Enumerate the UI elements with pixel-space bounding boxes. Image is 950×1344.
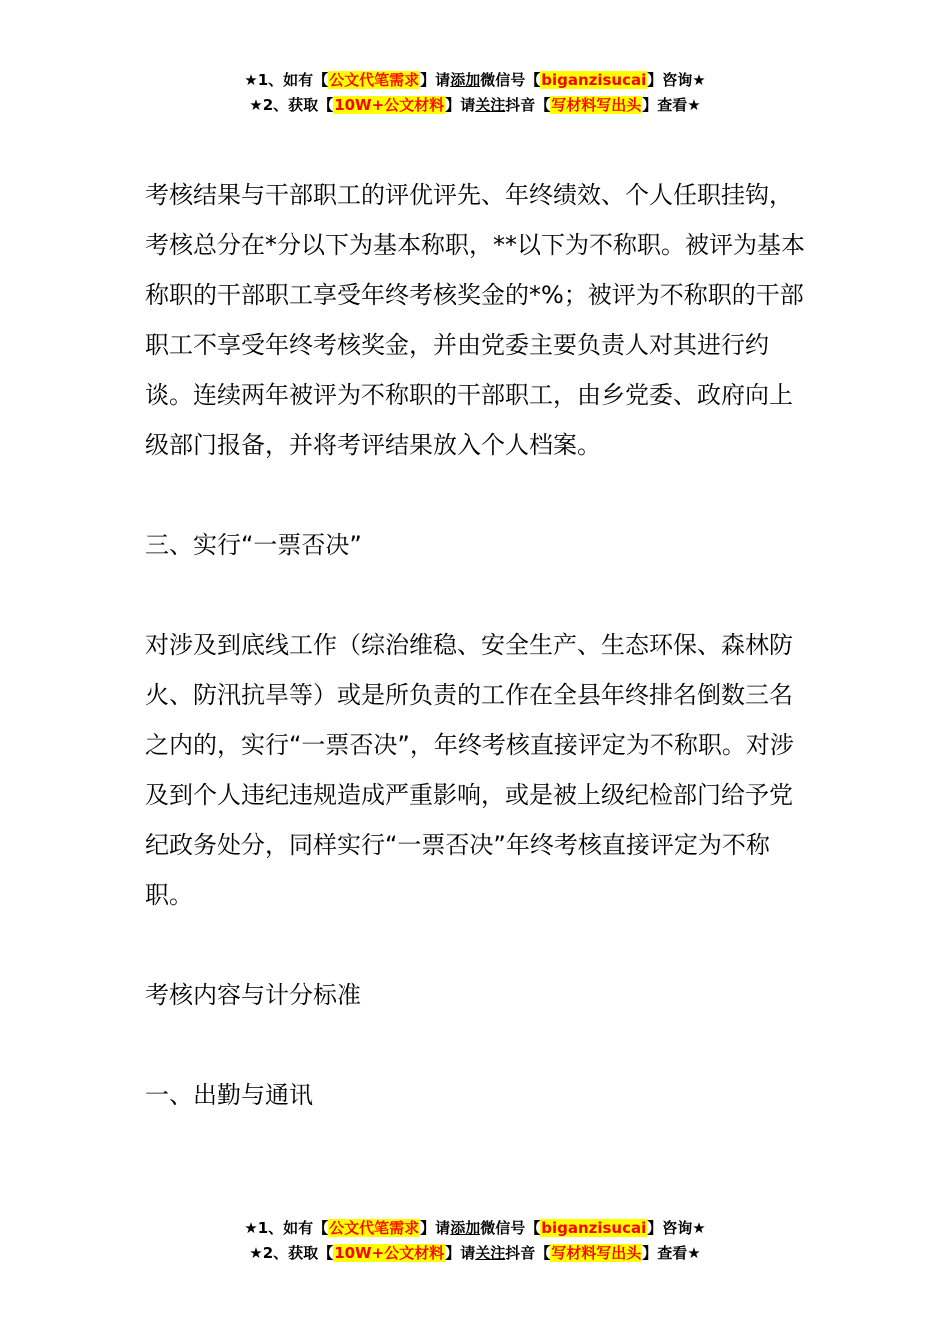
header-banner [0,68,950,118]
banner-highlight: 写材料写出头 [551,1244,642,1262]
banner-underlined: 关注 [475,1244,506,1262]
banner-highlight: 10W+公文材料 [334,96,445,114]
banner-line-1 [0,1216,950,1241]
banner-text: ★2、获取【 [249,96,334,114]
heading-attendance: 一、出勤与通讯 [145,1081,313,1109]
paragraph-one-vote-veto: 对涉及到底线工作（综治维稳、安全生产、生态环保、森林防火、防汛抗旱等）或是所负责的工作在全县年终排名倒数三名之内的，实行“一票否决”，年终考核直接评定为不称职。对涉及到个人违纪违规造成严重影响，或是被上级纪检部门给予党纪政务处分，同样实行“一票否决”年终考核直接评定为不称职。 [145,631,794,909]
banner-text: 抖音【 [505,1244,551,1262]
banner-text: 微信号【 [480,71,541,89]
banner-line-2 [0,93,950,118]
banner-text: 抖音【 [505,96,551,114]
footer-banner [0,1216,950,1266]
banner-underlined: 添加 [450,71,481,89]
banner-text: 微信号【 [480,1219,541,1237]
banner-text: 】查看★ [642,1244,701,1262]
paragraph-assessment-results: 考核结果与干部职工的评优评先、年终绩效、个人任职挂钩，考核总分在*分以下为基本称职，**以下为不称职。被评为基本称职的干部职工享受年终考核奖金的*%；被评为不称职的干部职工不享受年终考核奖金，并由党委主要负责人对其进行约谈。连续两年被评为不称职的干部职工，由乡党委、政府向上级部门报备，并将考评结果放入个人档案。 [145,181,805,459]
heading-one-vote-veto: 三、实行“一票否决” [145,531,362,559]
banner-underlined: 关注 [475,96,506,114]
banner-text: ★1、如有【 [244,1219,329,1237]
banner-highlight: biganzisucai [541,71,647,89]
banner-text: 】查看★ [642,96,701,114]
banner-text: 】咨询★ [647,1219,706,1237]
document-body [145,170,815,1120]
banner-text: 】请 [420,71,451,89]
banner-underlined: 添加 [450,1219,481,1237]
section-title: 考核内容与计分标准 [145,981,361,1009]
banner-text: 】咨询★ [647,71,706,89]
banner-text: ★2、获取【 [249,1244,334,1262]
banner-text: 】请 [445,96,476,114]
banner-text: ★1、如有【 [244,71,329,89]
banner-text: 】请 [445,1244,476,1262]
banner-highlight: 写材料写出头 [551,96,642,114]
banner-text: 】请 [420,1219,451,1237]
banner-highlight: biganzisucai [541,1219,647,1237]
banner-highlight: 公文代笔需求 [329,1219,420,1237]
banner-highlight: 10W+公文材料 [334,1244,445,1262]
banner-highlight: 公文代笔需求 [329,71,420,89]
banner-line-2 [0,1241,950,1266]
banner-line-1 [0,68,950,93]
